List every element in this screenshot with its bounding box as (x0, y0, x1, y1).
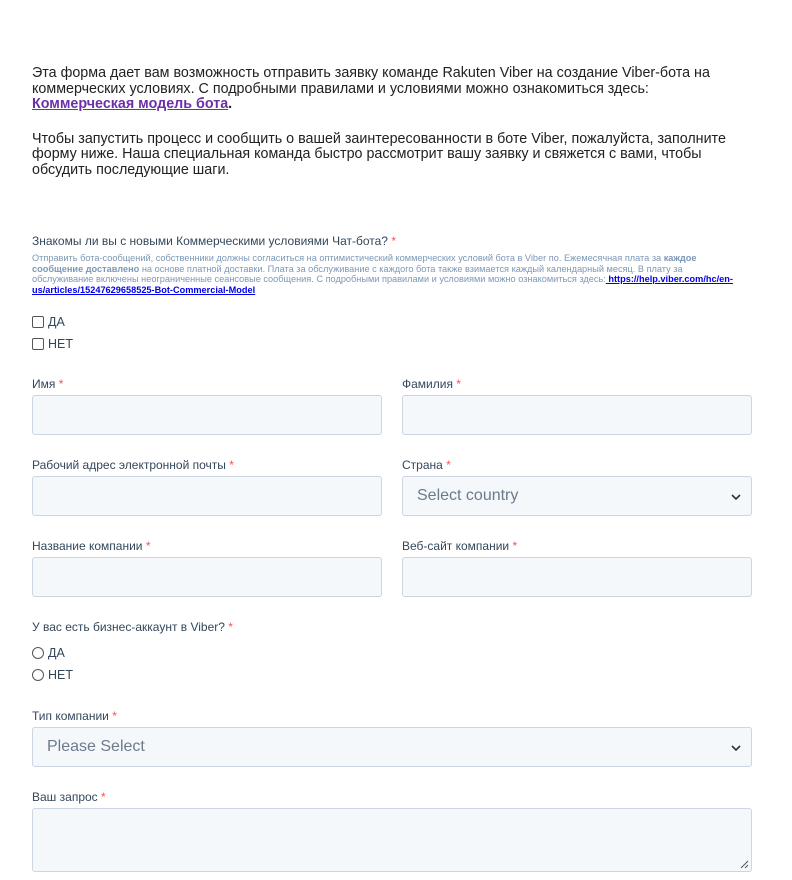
help-article-link[interactable]: https://help.viber.com/hc/en-us/articles/15247629658525-Bot-Commercial-Model (32, 274, 733, 295)
country-label-text: Страна (402, 458, 443, 472)
company-website-input[interactable] (402, 557, 752, 597)
first-name-label (32, 377, 63, 391)
company-website-label (402, 539, 517, 553)
company-type-label-text: Тип компании (32, 709, 109, 723)
request-label (32, 790, 106, 804)
legal-text-part-1: Отправить бота-сообщений, собственники должны согласиться на оптимистический коммерческих условий бота в Viber по. Ежемесячная плата за (32, 253, 664, 263)
radio-no[interactable] (32, 669, 44, 681)
company-name-label (32, 539, 151, 553)
required-mark: * (512, 539, 518, 553)
last-name-label (402, 377, 461, 391)
work-email-input[interactable] (32, 476, 382, 516)
business-account-option-yes[interactable] (32, 646, 65, 660)
country-select[interactable] (402, 476, 752, 516)
terms-option-yes-label: ДА (48, 315, 65, 329)
work-email-label-text: Рабочий адрес электронной почты (32, 458, 226, 472)
first-name-input[interactable] (32, 395, 382, 435)
terms-option-no[interactable] (32, 337, 73, 351)
terms-question-text: Знакомы ли вы с новыми Коммерческими условиями Чат-бота? (32, 234, 388, 248)
company-type-select[interactable] (32, 727, 752, 767)
chevron-down-icon (731, 743, 741, 753)
terms-question-label (32, 234, 396, 248)
request-textarea[interactable] (32, 808, 752, 872)
legal-text-bold: каждое сообщение доставлено (32, 253, 697, 274)
last-name-input[interactable] (402, 395, 752, 435)
country-select-value: Select country (417, 487, 519, 504)
required-mark: * (391, 234, 396, 248)
radio-yes[interactable] (32, 647, 44, 659)
terms-option-no-label: НЕТ (48, 337, 73, 351)
required-mark: * (229, 458, 234, 472)
required-mark: * (446, 458, 451, 472)
request-label-text: Ваш запрос (32, 790, 98, 804)
checkbox-yes[interactable] (32, 316, 44, 328)
work-email-label (32, 458, 234, 472)
required-mark: * (456, 377, 461, 391)
business-account-label-text: У вас есть бизнес-аккаунт в Viber? (32, 620, 225, 634)
business-account-label (32, 620, 233, 634)
intro-paragraph-1-text: Эта форма дает вам возможность отправить заявку команде Rakuten Viber на создание Viber-бота на коммерческих условиях. С подробными правилами и условиями можно ознакомиться здесь: (32, 65, 710, 97)
legal-text-part-2: на основе платной доставки. Плата за обслуживание с каждого бота также взимается каждый календарный месяц. В плату за обслуживание включены неограниченные сеансовые сообщения. С подробными правилами и условиями можно ознакомиться здесь: (32, 263, 683, 285)
commercial-model-link[interactable]: Коммерческая модель бота (32, 96, 229, 112)
intro-paragraph-1-end: . (228, 96, 233, 112)
intro-text (32, 66, 752, 178)
business-account-option-yes-label: ДА (48, 646, 65, 660)
business-account-option-no-label: НЕТ (48, 668, 73, 682)
checkbox-no[interactable] (32, 338, 44, 350)
intro-paragraph-1 (32, 66, 752, 113)
terms-option-yes[interactable] (32, 315, 65, 329)
company-website-label-text: Веб-сайт компании (402, 539, 510, 553)
required-mark: * (58, 377, 64, 391)
company-name-label-text: Название компании (32, 539, 143, 553)
company-name-input[interactable] (32, 557, 382, 597)
chevron-down-icon (731, 492, 741, 502)
required-mark: * (145, 539, 151, 553)
required-mark: * (112, 709, 117, 723)
business-account-option-no[interactable] (32, 668, 73, 682)
intro-paragraph-2: Чтобы запустить процесс и сообщить о вашей заинтересованности в боте Viber, пожалуйста, заполните форму ниже. Наша специальная команда быстро рассмотрит вашу заявку и свяжется с вами, чтобы обсудить последующие шаги. (32, 130, 726, 178)
required-mark: * (101, 790, 106, 804)
company-type-label (32, 709, 117, 723)
company-type-select-value: Please Select (47, 738, 145, 755)
terms-legal-text (32, 253, 744, 295)
required-mark: * (228, 620, 233, 634)
first-name-label-text: Имя (32, 377, 56, 391)
country-label (402, 458, 451, 472)
resize-grip-icon[interactable] (739, 859, 749, 869)
last-name-label-text: Фамилия (402, 377, 453, 391)
